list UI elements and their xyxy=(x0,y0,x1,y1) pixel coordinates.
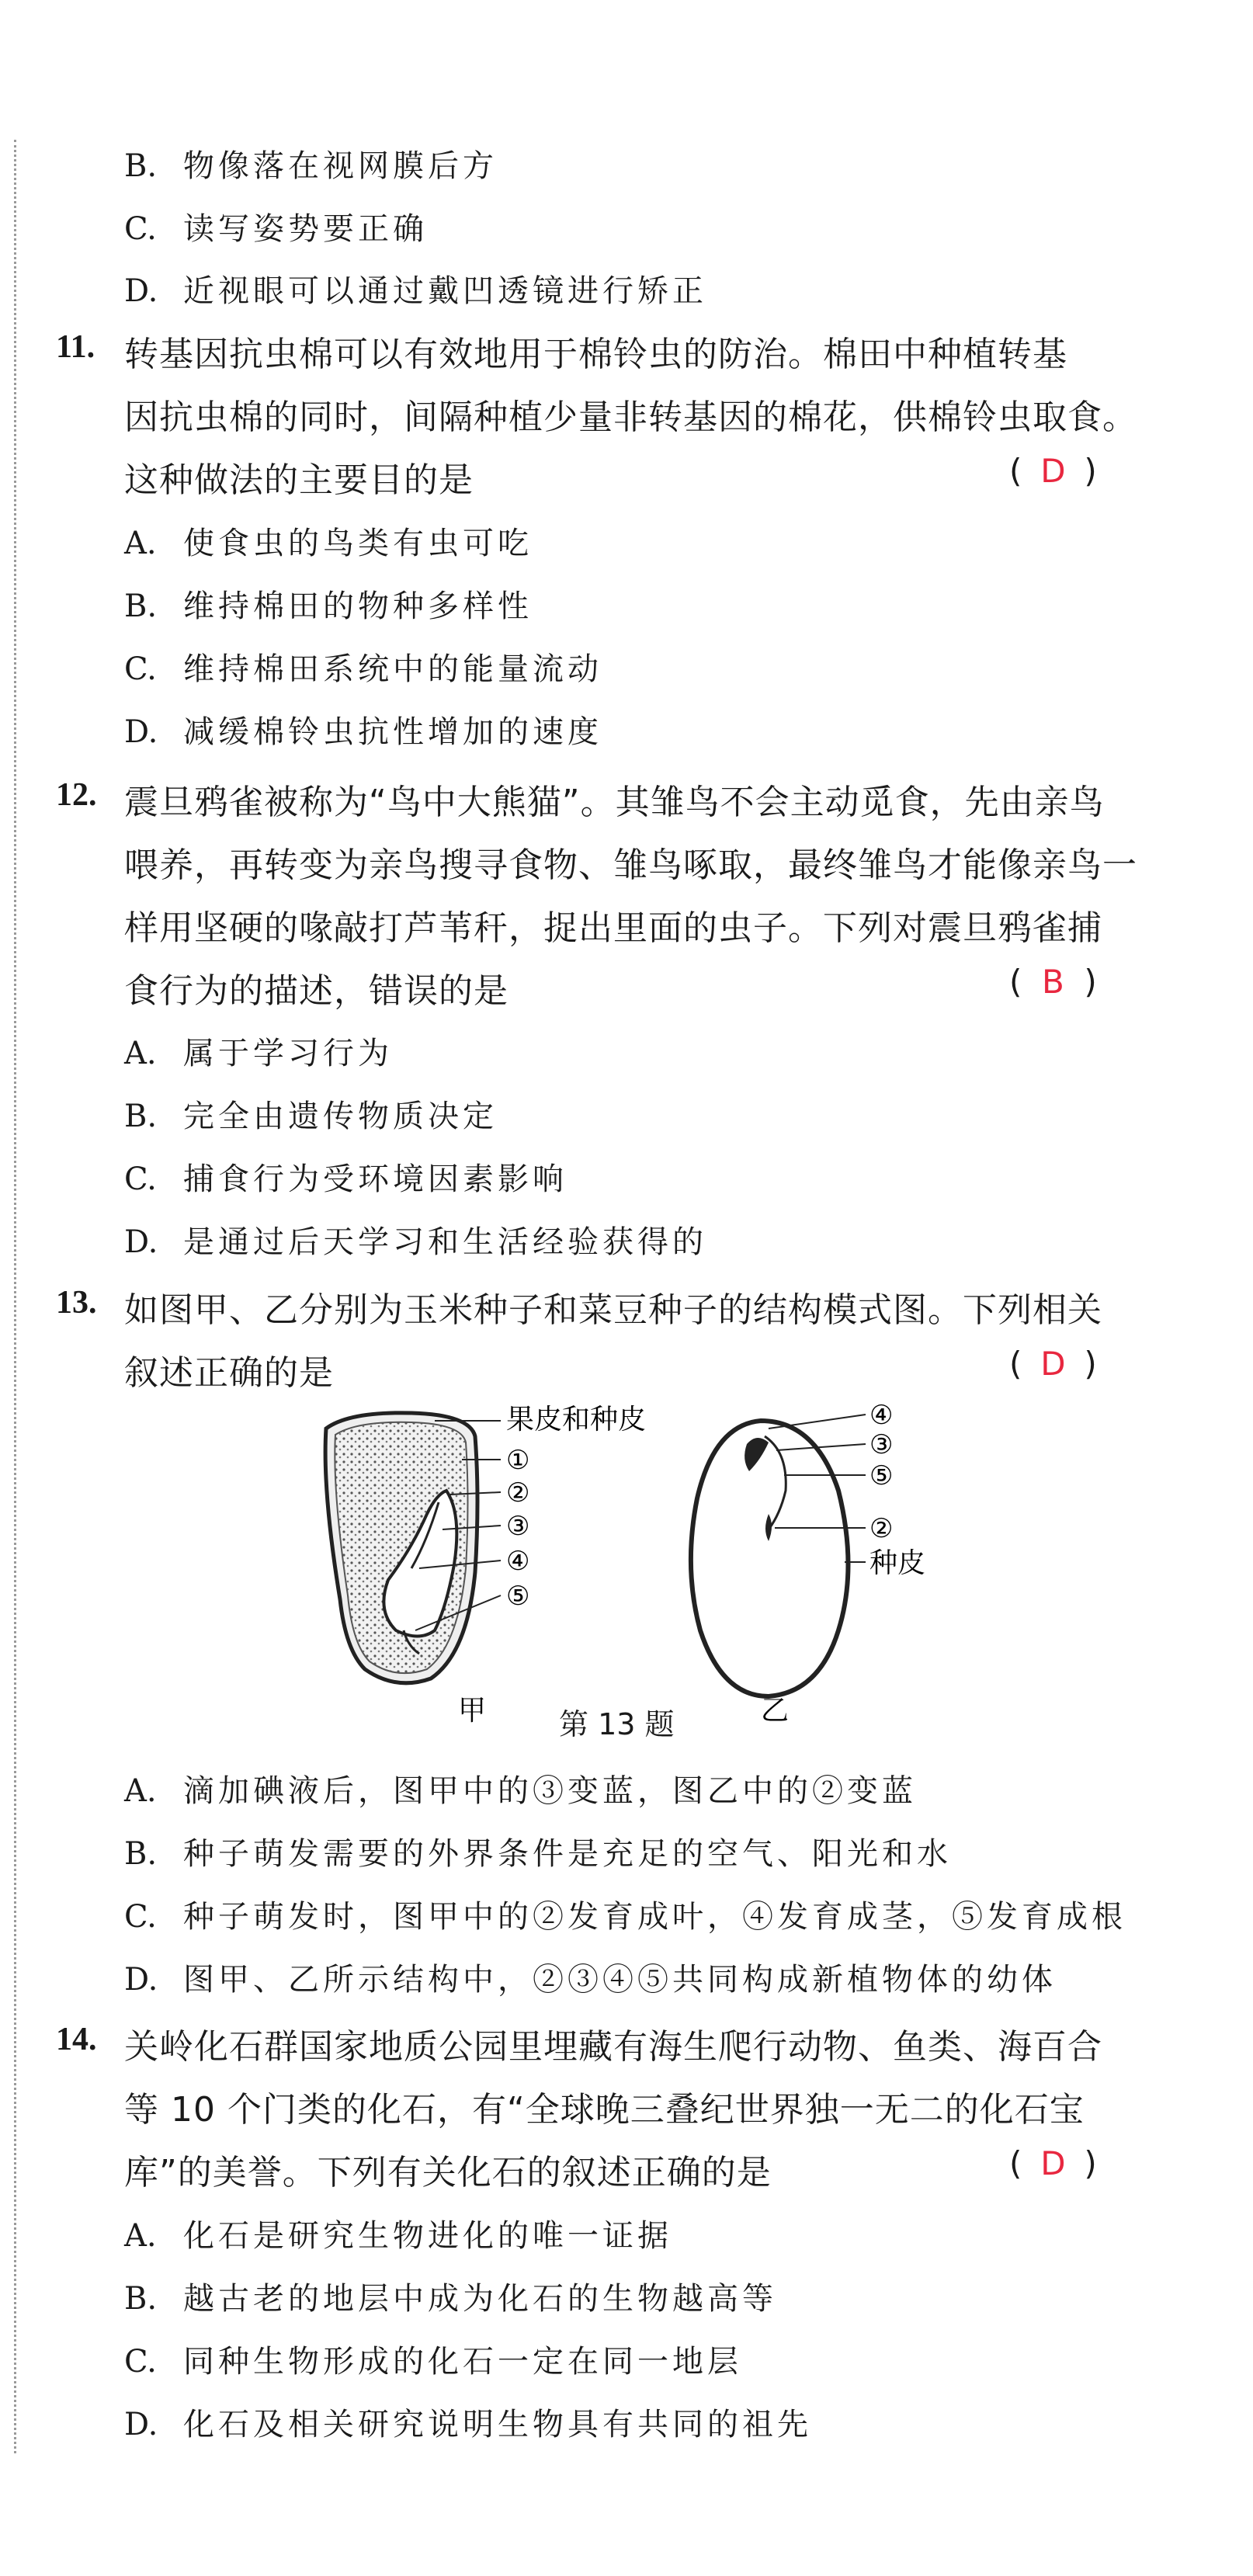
q14-number: 14. xyxy=(56,2022,97,2057)
q14-stem-line-3: 库”的美誉。下列有关化石的叙述正确的是 xyxy=(124,2153,772,2192)
q13-figure-caption: 第 13 题 xyxy=(559,1707,675,1741)
q12-answer-bracket: ( B ) xyxy=(1009,963,1097,1001)
q12-stem-line-4: 食行为的描述，错误的是 xyxy=(124,971,508,1011)
q11-option-d[interactable]: D. 减缓棉铃虫抗性增加的速度 xyxy=(124,714,602,750)
label-yi-2: ② xyxy=(869,1513,894,1544)
q11-option-a[interactable]: A. 使食虫的鸟类有虫可吃 xyxy=(124,526,533,561)
label-jia-1: ① xyxy=(506,1445,530,1476)
q12-stem-line-2: 喂养，再转变为亲鸟搜寻食物、雏鸟啄取，最终雏鸟才能像亲鸟一 xyxy=(124,845,1137,885)
q14-answer-bracket: ( D ) xyxy=(1009,2144,1097,2182)
q12-stem-line-1: 震旦鸦雀被称为“鸟中大熊猫”。其雏鸟不会主动觅食，先由亲鸟 xyxy=(124,783,1105,822)
label-jia-2: ② xyxy=(506,1477,530,1508)
q10-option-c[interactable]: C. 读写姿势要正确 xyxy=(124,211,428,247)
q13-option-b[interactable]: B. 种子萌发需要的外界条件是充足的空气、阳光和水 xyxy=(124,1836,952,1872)
q14-stem-line-1: 关岭化石群国家地质公园里埋藏有海生爬行动物、鱼类、海百合 xyxy=(124,2027,1102,2067)
label-yi: 乙 xyxy=(761,1695,790,1724)
q13-stem-line-2: 叙述正确的是 xyxy=(124,1353,334,1393)
bean-seed xyxy=(691,1400,925,1724)
q13-stem-line-1: 如图甲、乙分别为玉米种子和菜豆种子的结构模式图。下列相关 xyxy=(124,1290,1102,1330)
label-yi-4: ④ xyxy=(869,1400,894,1431)
q13-number: 13. xyxy=(56,1285,97,1321)
corn-seed xyxy=(325,1404,646,1724)
q12-option-d[interactable]: D. 是通过后天学习和生活经验获得的 xyxy=(124,1224,707,1260)
q10-option-d[interactable]: D. 近视眼可以通过戴凹透镜进行矫正 xyxy=(124,273,707,309)
q12-stem-line-3: 样用坚硬的喙敲打芦苇秆，捉出里面的虫子。下列对震旦鸦雀捕 xyxy=(124,908,1102,948)
q13-option-c[interactable]: C. 种子萌发时，图甲中的②发育成叶，④发育成茎，⑤发育成根 xyxy=(124,1899,1126,1935)
q14-option-a[interactable]: A. 化石是研究生物进化的唯一证据 xyxy=(124,2218,672,2254)
label-seedcoat: 种皮 xyxy=(869,1547,926,1579)
q14-stem-line-2: 等 10 个门类的化石，有“全球晚三叠纪世界独一无二的化石宝 xyxy=(124,2090,1085,2130)
q11-stem-line-2: 因抗虫棉的同时，间隔种植少量非转基因的棉花，供棉铃虫取食。 xyxy=(124,398,1137,437)
label-jia-3: ③ xyxy=(506,1511,530,1542)
leader-yi-4 xyxy=(769,1415,866,1429)
q12-option-c[interactable]: C. 捕食行为受环境因素影响 xyxy=(124,1161,567,1197)
label-yi-5: ⑤ xyxy=(869,1460,894,1491)
q13-option-a[interactable]: A. 滴加碘液后，图甲中的③变蓝，图乙中的②变蓝 xyxy=(124,1773,917,1809)
q14-option-b[interactable]: B. 越古老的地层中成为化石的生物越高等 xyxy=(124,2281,777,2317)
q12-option-a[interactable]: A. 属于学习行为 xyxy=(124,1036,393,1071)
q14-option-c[interactable]: C. 同种生物形成的化石一定在同一地层 xyxy=(124,2344,742,2380)
seed-diagram xyxy=(303,1397,1001,1724)
q11-number: 11. xyxy=(56,329,95,365)
q10-option-b[interactable]: B. 物像落在视网膜后方 xyxy=(124,148,498,184)
q11-answer-bracket: ( D ) xyxy=(1009,452,1097,490)
q11-option-b[interactable]: B. 维持棉田的物种多样性 xyxy=(124,588,533,624)
q11-stem-line-3: 这种做法的主要目的是 xyxy=(124,460,474,500)
q12-number: 12. xyxy=(56,777,97,813)
q13-answer: D xyxy=(1040,1345,1066,1383)
q14-option-d[interactable]: D. 化石及相关研究说明生物具有共同的祖先 xyxy=(124,2407,812,2442)
margin-dotted-line xyxy=(14,140,16,2453)
label-jia: 甲 xyxy=(458,1695,487,1724)
label-jia-5: ⑤ xyxy=(506,1581,530,1612)
q13-option-d[interactable]: D. 图甲、乙所示结构中，②③④⑤共同构成新植物体的幼体 xyxy=(124,1962,1057,1998)
q11-answer: D xyxy=(1040,452,1066,490)
label-jia-4: ④ xyxy=(506,1546,530,1577)
q12-option-b[interactable]: B. 完全由遗传物质决定 xyxy=(124,1099,498,1134)
label-pericarp: 果皮和种皮 xyxy=(506,1404,647,1436)
q14-answer: D xyxy=(1040,2144,1066,2182)
label-yi-3: ③ xyxy=(869,1429,894,1460)
q11-stem-line-1: 转基因抗虫棉可以有效地用于棉铃虫的防治。棉田中种植转基 xyxy=(124,335,1067,374)
q13-figure xyxy=(303,1397,1001,1724)
q13-answer-bracket: ( D ) xyxy=(1009,1345,1097,1383)
q12-answer: B xyxy=(1041,963,1064,1001)
q11-option-c[interactable]: C. 维持棉田系统中的能量流动 xyxy=(124,651,602,687)
bean-seed-outline xyxy=(691,1421,849,1696)
